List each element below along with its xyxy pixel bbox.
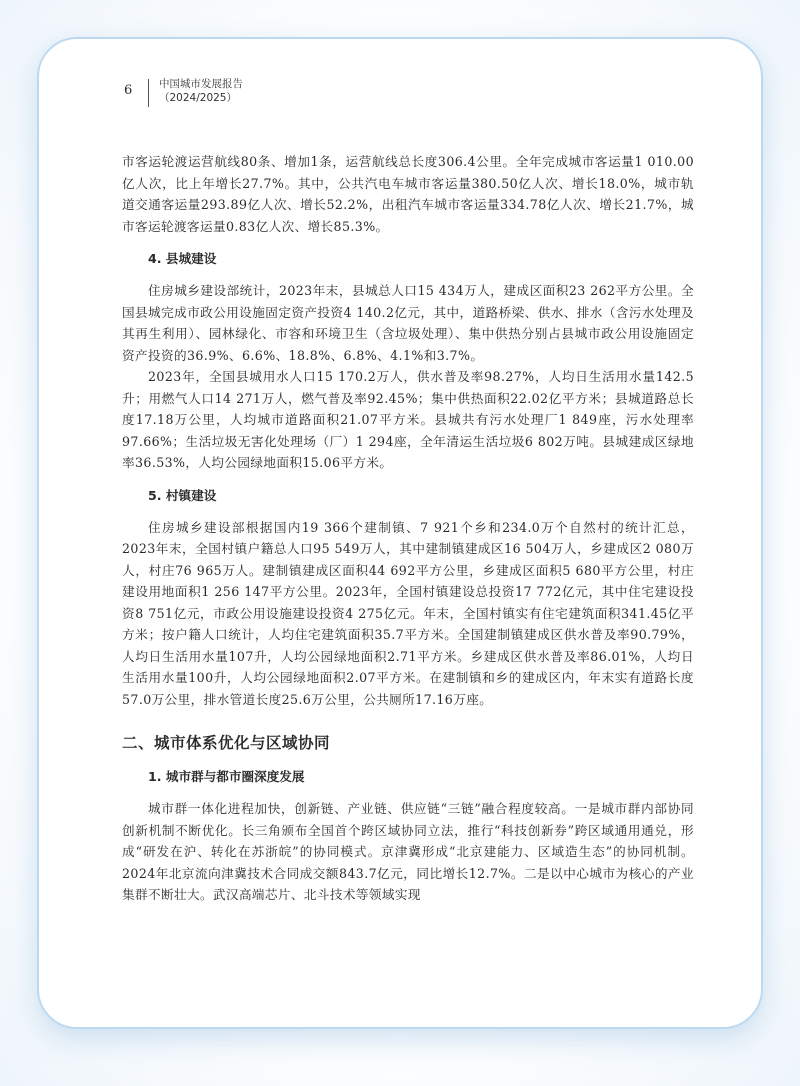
book-title: 中国城市发展报告 — [159, 78, 243, 90]
heading-village-construction: 5. 村镇建设 — [148, 487, 217, 503]
paragraph-urban-transit: 市客运轮渡运营航线80条、增加1条，运营航线总长度306.4公里。全年完成城市客运量1 010.00亿人次，比上年增长27.7%。其中，公共汽电车城市客运量380.50亿人次、增长18.0%，城市轨道交通客运量293.89亿人次、增长52.2%，出租汽车城市客运量334.78亿人次、增长21.7%，城市客运轮渡客运量0.83亿人次、增长85.3%。 — [122, 154, 694, 234]
header-divider — [148, 79, 149, 107]
book-title-block — [159, 77, 243, 105]
paragraph-village-statistics: 住房城乡建设部根据国内19 366个建制镇、7 921个乡和234.0万个自然村的统计汇总，2023年末，全国村镇户籍总人口95 549万人，其中建制镇建成区16 504万人，乡建成区2 080万人，村庄76 965万人。建制镇建成区面积44 692平方公里，乡建成区面积5 680平方公里，村庄建设用地面积1 256 147平方公里。2023年，全国村镇建设总投资17 772亿元，其中住宅建设投资8 751亿元，市政公用设施建设投资4 275亿元。年末，全国村镇实有住宅建筑面积341.45亿平方米；按户籍人口统计，人均住宅建筑面积35.7平方米。全国建制镇建成区供水普及率90.79%，人均日生活用水量107升，人均公园绿地面积2.71平方米。乡建成区供水普及率86.01%，人均日生活用水量100升，人均公园绿地面积2.07平方米。在建制镇和乡的建成区内，年末实有道路长度57.0万公里，排水管道长度25.6万公里，公共厕所17.16万座。 — [122, 519, 694, 707]
paragraph-county-utilities: 2023年，全国县城用水人口15 170.2万人，供水普及率98.27%，人均日生活用水量142.5升；用燃气人口14 271万人，燃气普及率92.45%；集中供热面积22.02亿平方米；县城道路总长度17.18万公里，人均城市道路面积21.07平方米。县城共有污水处理厂1 849座，污水处理率97.66%；生活垃圾无害化处理场（厂）1 294座，全年清运生活垃圾6 802万吨。县城建成区绿地率36.53%，人均公园绿地面积15.06平方米。 — [122, 369, 694, 470]
running-header — [124, 77, 243, 107]
heading-county-construction: 4. 县城建设 — [148, 251, 217, 266]
book-year: （2024/2025） — [159, 92, 237, 104]
page-content — [122, 151, 694, 906]
document-page — [37, 37, 763, 1029]
paragraph-urban-clusters: 城市群一体化进程加快，创新链、产业链、供应链“三链”融合程度较高。一是城市群内部协同创新机制不断优化。长三角颁布全国首个跨区域协同立法，推行“科技创新券”跨区域通用通兑，形成“研发在沪、转化在苏浙皖”的协同模式。京津冀形成“北京建能力、区域造生态”的协同机制。2024年北京流向津冀技术合同成交额843.7亿元，同比增长12.7%。二是以中心城市为核心的产业集群不断壮大。武汉高端芯片、北斗技术等领域实现 — [122, 801, 694, 902]
page-number: 6 — [124, 83, 133, 98]
heading-urban-clusters: 1. 城市群与都市圈深度发展 — [148, 769, 305, 784]
section-heading-urban-system: 二、城市体系优化与区域协同 — [122, 734, 331, 752]
paragraph-county-investment: 住房城乡建设部统计，2023年末，县城总人口15 434万人，建成区面积23 262平方公里。全国县城完成市政公用设施固定资产投资4 140.2亿元，其中，道路桥梁、供水、排水（含污水处理及其再生利用）、园林绿化、市容和环境卫生（含垃圾处理）、集中供热分别占县城市政公用设施固定资产投资的36.9%、6.6%、18.8%、6.8%、4.1%和3.7%。 — [122, 283, 694, 363]
